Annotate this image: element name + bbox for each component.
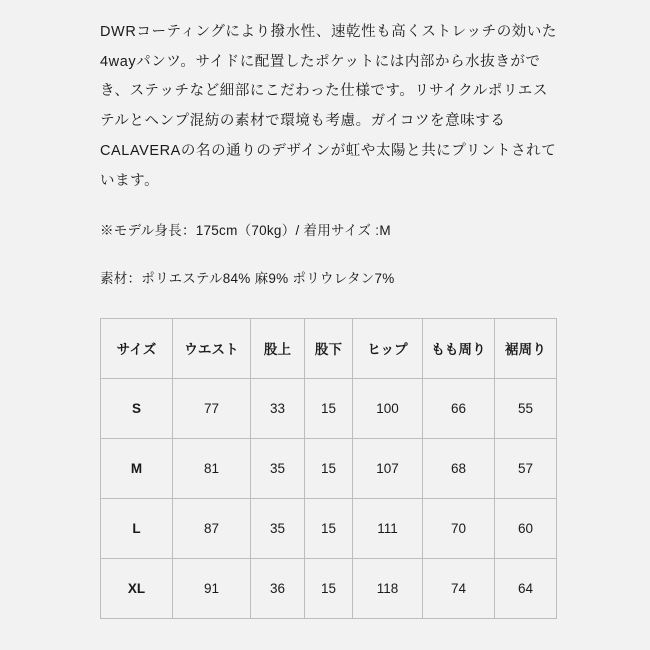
cell-size: XL bbox=[101, 558, 173, 618]
cell-hem: 57 bbox=[495, 438, 557, 498]
column-header-rise: 股上 bbox=[251, 318, 305, 378]
cell-thigh: 66 bbox=[423, 378, 495, 438]
cell-rise: 35 bbox=[251, 498, 305, 558]
cell-inseam: 15 bbox=[305, 438, 353, 498]
cell-hem: 55 bbox=[495, 378, 557, 438]
cell-hip: 118 bbox=[353, 558, 423, 618]
cell-thigh: 68 bbox=[423, 438, 495, 498]
table-row bbox=[101, 438, 557, 498]
model-size-note: ※モデル身長：175cm（70kg）/ 着用サイズ :M bbox=[100, 223, 391, 239]
column-header-thigh: もも周り bbox=[423, 318, 495, 378]
cell-size: M bbox=[101, 438, 173, 498]
column-header-hip: ヒップ bbox=[353, 318, 423, 378]
cell-size: S bbox=[101, 378, 173, 438]
cell-waist: 77 bbox=[173, 378, 251, 438]
material-composition: 素材：ポリエステル84% 麻9% ポリウレタン7% bbox=[100, 270, 395, 286]
cell-waist: 81 bbox=[173, 438, 251, 498]
cell-hip: 107 bbox=[353, 438, 423, 498]
cell-rise: 33 bbox=[251, 378, 305, 438]
table-row bbox=[101, 558, 557, 618]
cell-thigh: 70 bbox=[423, 498, 495, 558]
table-header-row bbox=[101, 318, 557, 378]
column-header-inseam: 股下 bbox=[305, 318, 353, 378]
content-container bbox=[100, 18, 562, 619]
cell-rise: 35 bbox=[251, 438, 305, 498]
table-row bbox=[101, 498, 557, 558]
cell-hip: 100 bbox=[353, 378, 423, 438]
product-description-paragraph: DWRコーティングにより撥水性、速乾性も高くストレッチの効いた4wayパンツ。サイドに配置したポケットには内部から水抜きができ、ステッチなど細部にこだわった仕様です。リサイクルポリエステルとヘンプ混紡の素材で環境も考慮。ガイコツを意味するCALAVERAの名の通りのデザインが虹や太陽と共にプリントされています。 bbox=[100, 24, 558, 189]
cell-size: L bbox=[101, 498, 173, 558]
cell-inseam: 15 bbox=[305, 498, 353, 558]
cell-hem: 64 bbox=[495, 558, 557, 618]
column-header-hem: 裾周り bbox=[495, 318, 557, 378]
cell-inseam: 15 bbox=[305, 378, 353, 438]
cell-thigh: 74 bbox=[423, 558, 495, 618]
cell-waist: 87 bbox=[173, 498, 251, 558]
column-header-size: サイズ bbox=[101, 318, 173, 378]
cell-rise: 36 bbox=[251, 558, 305, 618]
cell-inseam: 15 bbox=[305, 558, 353, 618]
cell-hem: 60 bbox=[495, 498, 557, 558]
table-row bbox=[101, 378, 557, 438]
cell-hip: 111 bbox=[353, 498, 423, 558]
cell-waist: 91 bbox=[173, 558, 251, 618]
column-header-waist: ウエスト bbox=[173, 318, 251, 378]
size-chart-table bbox=[100, 318, 557, 619]
